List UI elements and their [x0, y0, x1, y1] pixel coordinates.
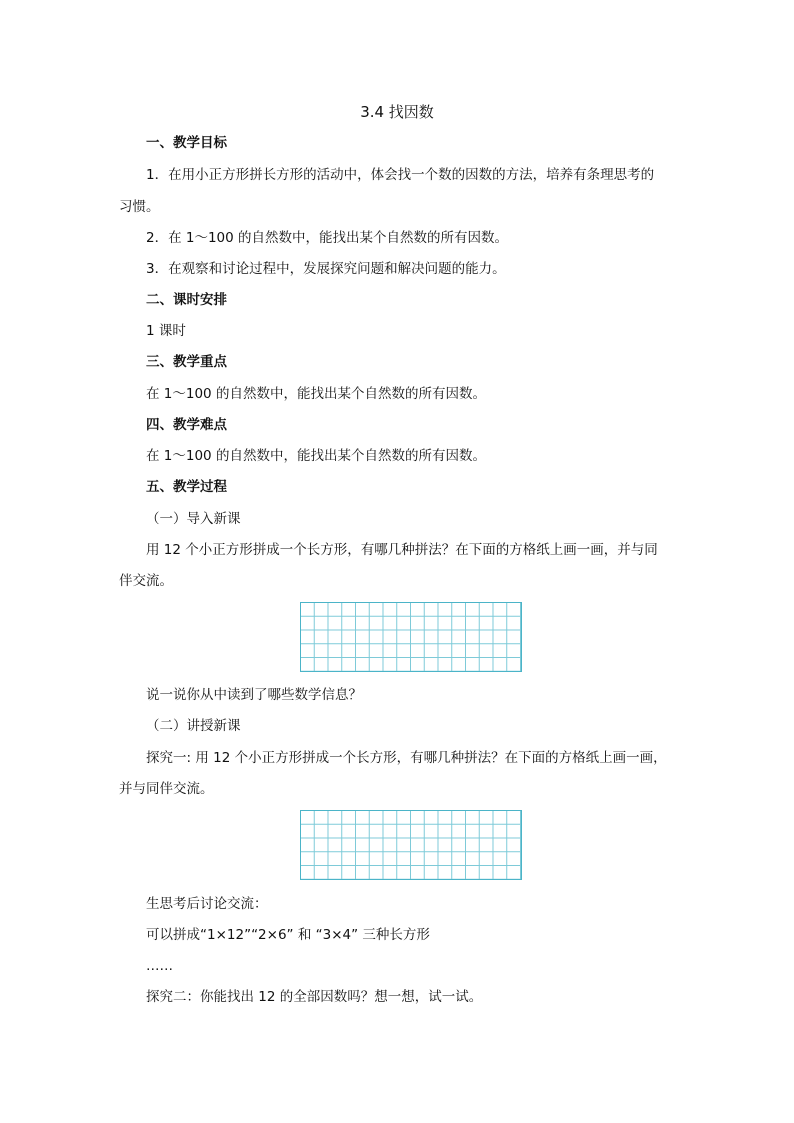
discussion-text: 生思考后讨论交流：	[146, 896, 268, 912]
difficulty-heading: 四、教学难点	[146, 417, 227, 433]
grid-paper-1	[300, 602, 522, 672]
explore-1-line-2: 并与同伴交流。	[119, 781, 214, 797]
difficulty-text: 在 1～100 的自然数中，能找出某个自然数的所有因数。	[146, 448, 486, 464]
page-title: 3.4 找因数	[360, 103, 434, 121]
process-heading: 五、教学过程	[146, 479, 227, 495]
goal-1-line-2: 习惯。	[119, 199, 160, 215]
part-1-title: （一）导入新课	[146, 511, 241, 527]
schedule-text: 1 课时	[146, 323, 186, 339]
part-1-line-1: 用 12 个小正方形拼成一个长方形，有哪几种拼法？在下面的方格纸上画一画，并与同	[146, 542, 658, 558]
key-text: 在 1～100 的自然数中，能找出某个自然数的所有因数。	[146, 386, 486, 402]
ellipsis-text: ……	[146, 958, 173, 974]
goal-3: 3．在观察和讨论过程中，发展探究问题和解决问题的能力。	[146, 261, 506, 277]
key-heading: 三、教学重点	[146, 354, 227, 370]
grid-paper-2	[300, 810, 522, 880]
explore-1-line-1: 探究一: 用 12 个小正方形拼成一个长方形，有哪几种拼法？在下面的方格纸上画一画，	[146, 750, 667, 766]
part-1-line-2: 伴交流。	[119, 573, 173, 589]
goal-1-line-1: 1．在用小正方形拼长方形的活动中，体会找一个数的因数的方法，培养有条理思考的	[146, 167, 655, 183]
part-1-after: 说一说你从中读到了哪些数学信息？	[146, 687, 362, 703]
goal-2: 2．在 1～100 的自然数中，能找出某个自然数的所有因数。	[146, 230, 509, 246]
part-2-title: （二）讲授新课	[146, 718, 241, 734]
answer-text: 可以拼成“1×12”“2×6” 和 “3×4” 三种长方形	[146, 927, 430, 943]
goals-heading: 一、教学目标	[146, 135, 227, 151]
explore-2-text: 探究二：你能找出 12 的全部因数吗？想一想，试一试。	[146, 989, 483, 1005]
schedule-heading: 二、课时安排	[146, 292, 227, 308]
